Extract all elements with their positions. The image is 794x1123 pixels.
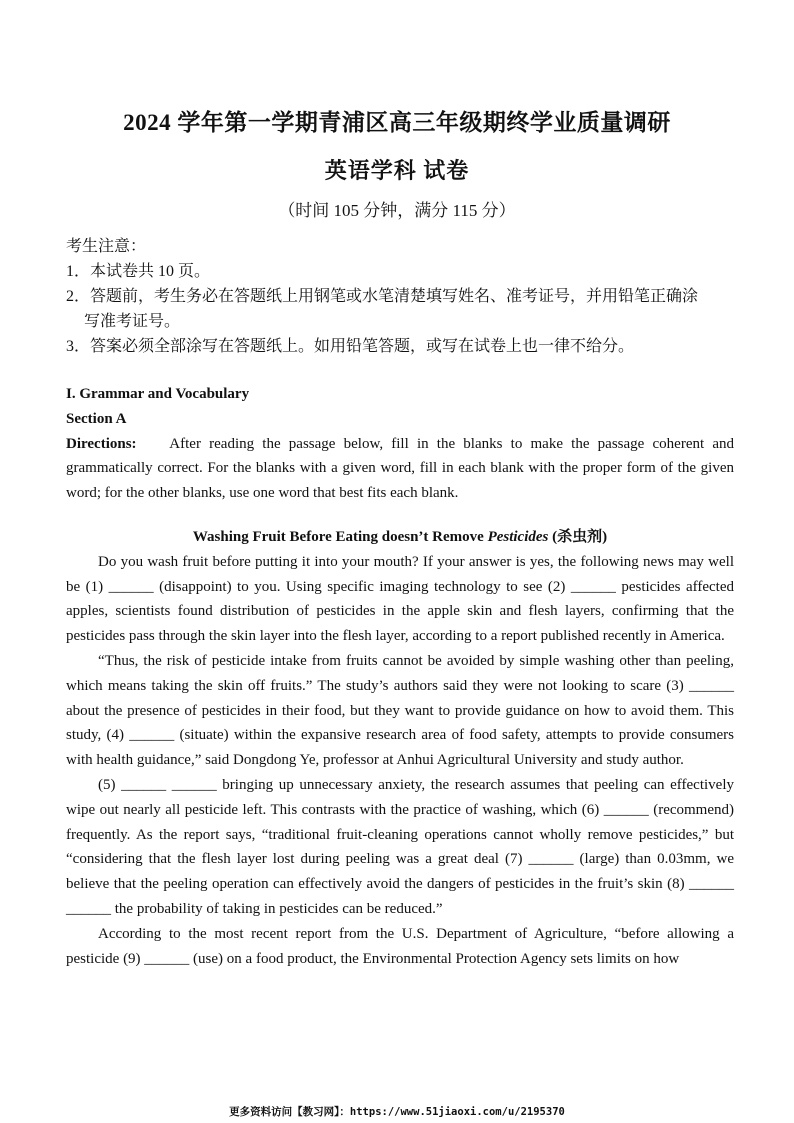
passage-paragraph-1: Do you wash fruit before putting it into your mouth? If your answer is yes, the following news may well be (1) ______ (disappoint) to you. Using specific imaging technology to see (2) ______ pesticides affected apples, scientists found distribution of pesticides in the apple skin and flesh layers, confirming that the pesticides pass through the skin layer into the flesh layer, according to a report published recently in America.: [66, 553, 734, 645]
candidate-notes: [66, 234, 746, 359]
note-item-2: 2．答题前，考生务必在答题纸上用钢笔或水笔清楚填写姓名、准考证号，并用铅笔正确涂: [66, 288, 699, 305]
directions: [66, 432, 734, 506]
directions-label: Directions:: [66, 435, 137, 452]
passage-title: Washing Fruit Before Eating doesn’t Remove Pesticides (杀虫剂): [192, 528, 608, 545]
part-heading: I. Grammar and Vocabulary: [66, 386, 250, 402]
passage-paragraph-2: “Thus, the risk of pesticide intake from fruits cannot be avoided by simple washing other than peeling, which means taking the skin off fruits.” The study’s authors said they were not looking to scare (3) ______ about the presence of pesticides in their food, but they want to provide guidance on how to avoid them. This study, (4) ______ (situate) within the expansive research area of food safety, attempts to provide consumers with health guidance,” said Dongdong Ye, professor at Anhui Agricultural University and study author.: [66, 652, 734, 769]
passage-title-italic: Pesticides: [487, 528, 549, 545]
passage-paragraph-3: (5) ______ ______ bringing up unnecessary anxiety, the research assumes that peeling can effectively wipe out nearly all pesticide left. This contrasts with the practice of washing, which (6) ______ (recommend) frequently. As the report says, “traditional fruit-cleaning operations cannot wholly remove pesticides,” but “considering that the flesh layer lost during peeling was a great deal (7) ______ (large) than 0.03mm, we believe that the peeling operation can effectively avoid the dangers of pesticides in the fruit’s skin (8) ______ ______ the probability of taking in pesticides can be reduced.”: [66, 776, 734, 917]
exam-title: 2024 学年第一学期青浦区高三年级期终学业质量调研: [123, 110, 671, 135]
note-item-2-continued: 写准考证号。: [84, 313, 181, 330]
passage-paragraph-4: According to the most recent report from the U.S. Department of Agriculture, “before allowing a pesticide (9) ______ (use) on a food product, the Environmental Protection Agency sets limits on how: [66, 925, 734, 967]
footer-link[interactable]: 更多资料访问【教习网】：https://www.51jiaoxi.com/u/2195370: [229, 1106, 565, 1118]
exam-subtitle: 英语学科 试卷: [324, 158, 470, 183]
note-item-1: 1．本试卷共 10 页。: [66, 263, 211, 280]
directions-text: After reading the passage below, fill in the blanks to make the passage coherent and grammatically correct. For the blanks with a given word, fill in each blank with the proper form of the given word; for the other blanks, use one word that best fits each blank.: [66, 435, 735, 502]
main-content: [66, 382, 734, 971]
section-heading: Section A: [66, 410, 127, 427]
note-item-3: 3．答案必须全部涂写在答题纸上。如用铅笔答题，或写在试卷上也一律不给分。: [66, 338, 635, 355]
notes-heading: 考生注意：: [66, 238, 147, 255]
time-note: （时间 105 分钟，满分 115 分）: [278, 201, 516, 220]
